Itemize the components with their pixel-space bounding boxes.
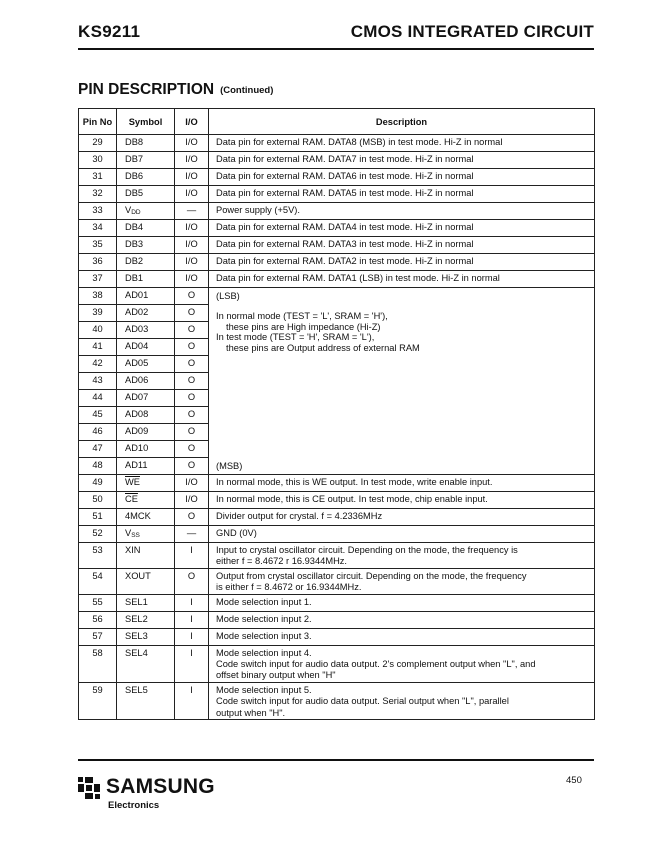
pin-io: —: [175, 526, 209, 543]
pin-io: O: [175, 339, 209, 356]
document-title: CMOS INTEGRATED CIRCUIT: [350, 22, 594, 41]
table-row: [79, 628, 595, 645]
pin-symbol: SEL1: [117, 594, 175, 611]
pin-symbol: AD06: [117, 373, 175, 390]
samsung-logo-icon: [78, 777, 100, 799]
samsung-logo: [78, 775, 278, 815]
table-row: [79, 568, 595, 594]
pin-symbol: DB4: [117, 220, 175, 237]
pin-no: 55: [79, 594, 117, 611]
pin-description: Data pin for external RAM. DATA4 in test mode. Hi-Z in normal: [209, 220, 595, 237]
table-row: [79, 237, 595, 254]
pin-symbol: AD03: [117, 322, 175, 339]
pin-description: Data pin for external RAM. DATA2 in test mode. Hi-Z in normal: [209, 254, 595, 271]
pin-description: Divider output for crystal. f = 4.2336MHz: [209, 509, 595, 526]
pin-description: Data pin for external RAM. DATA6 in test mode. Hi-Z in normal: [209, 169, 595, 186]
pin-symbol: DB8: [117, 135, 175, 152]
pin-io: I/O: [175, 475, 209, 492]
pin-no: 31: [79, 169, 117, 186]
pin-description: Data pin for external RAM. DATA1 (LSB) in test mode. Hi-Z in normal: [209, 271, 595, 288]
table-row: [79, 543, 595, 569]
pin-symbol: SEL4: [117, 645, 175, 682]
table-row: [79, 186, 595, 203]
col-header-io: I/O: [175, 109, 209, 135]
pin-symbol: $V_{DD}$: [117, 203, 175, 220]
table-row: [79, 220, 595, 237]
pin-symbol: AD10: [117, 441, 175, 458]
pin-no: 44: [79, 390, 117, 407]
pin-no: 48: [79, 458, 117, 475]
pin-io: I/O: [175, 254, 209, 271]
pin-io: I/O: [175, 271, 209, 288]
pin-no: 54: [79, 568, 117, 594]
pin-description: Mode selection input 4. Code switch input for audio data output. 2's complement output when "L", and offset binary output when "H": [209, 645, 595, 682]
pin-no: 50: [79, 492, 117, 509]
pin-io: I/O: [175, 135, 209, 152]
pin-symbol: DB7: [117, 152, 175, 169]
pin-io: I/O: [175, 492, 209, 509]
pin-io: I/O: [175, 186, 209, 203]
pin-io: O: [175, 373, 209, 390]
pin-symbol: 4MCK: [117, 509, 175, 526]
pin-no: 40: [79, 322, 117, 339]
lsb-label: (LSB): [216, 291, 240, 301]
pin-no: 34: [79, 220, 117, 237]
pin-io: O: [175, 424, 209, 441]
pin-symbol: SEL5: [117, 682, 175, 719]
brand-division: Electronics: [108, 800, 160, 811]
section-title: [78, 81, 273, 99]
pin-io: I: [175, 628, 209, 645]
table-row: [79, 288, 595, 305]
pin-description: Data pin for external RAM. DATA8 (MSB) in test mode. Hi-Z in normal: [209, 135, 595, 152]
pin-symbol: AD01: [117, 288, 175, 305]
pin-no: 47: [79, 441, 117, 458]
col-header-symbol: Symbol: [117, 109, 175, 135]
table-row: [79, 135, 595, 152]
pin-symbol: SEL2: [117, 611, 175, 628]
table-row: [79, 152, 595, 169]
pin-io: I/O: [175, 220, 209, 237]
pin-symbol: AD04: [117, 339, 175, 356]
pin-description: Output from crystal oscillator circuit. Depending on the mode, the frequency is either f = 8.4672 or 16.9344MHz.: [209, 568, 595, 594]
pin-io: O: [175, 458, 209, 475]
pin-io: I/O: [175, 237, 209, 254]
pin-symbol: DB6: [117, 169, 175, 186]
pin-description: In normal mode, this is WE output. In test mode, write enable input.: [209, 475, 595, 492]
pin-symbol: XOUT: [117, 568, 175, 594]
pin-description: Data pin for external RAM. DATA7 in test mode. Hi-Z in normal: [209, 152, 595, 169]
address-mode-notes: In normal mode (TEST = 'L', SRAM = 'H'), these pins are High impedance (Hi-Z) In test mode (TEST = 'H', SRAM = 'L'), these pins are Output address of external RAM: [216, 311, 420, 353]
msb-label: (MSB): [216, 460, 243, 471]
pin-no: 52: [79, 526, 117, 543]
pin-no: 42: [79, 356, 117, 373]
pin-no: 43: [79, 373, 117, 390]
pin-no: 46: [79, 424, 117, 441]
pin-no: 36: [79, 254, 117, 271]
pin-description: In normal mode, this is CE output. In test mode, chip enable input.: [209, 492, 595, 509]
pin-symbol: $V_{SS}$: [117, 526, 175, 543]
table-header-row: [79, 109, 595, 135]
pin-io: O: [175, 509, 209, 526]
pin-symbol: AD07: [117, 390, 175, 407]
pin-io: I: [175, 645, 209, 682]
pin-io: I: [175, 682, 209, 719]
table-row: [79, 682, 595, 719]
section-subtitle: (Continued): [220, 85, 274, 96]
pin-no: 49: [79, 475, 117, 492]
section-title-text: PIN DESCRIPTION: [78, 81, 215, 98]
pin-symbol: DB3: [117, 237, 175, 254]
pin-symbol: DB1: [117, 271, 175, 288]
table-row: [79, 203, 595, 220]
pin-symbol: DB2: [117, 254, 175, 271]
page-number: 450: [566, 775, 582, 786]
table-row: [79, 594, 595, 611]
pin-no: 41: [79, 339, 117, 356]
address-group-description: [209, 288, 595, 475]
pin-io: —: [175, 203, 209, 220]
pin-symbol: AD08: [117, 407, 175, 424]
pin-symbol: DB5: [117, 186, 175, 203]
pin-description: Mode selection input 3.: [209, 628, 595, 645]
pin-symbol: $\overline{CE}$: [117, 492, 175, 509]
pin-no: 33: [79, 203, 117, 220]
footer-rule: [78, 759, 594, 761]
pin-no: 30: [79, 152, 117, 169]
pin-symbol: AD09: [117, 424, 175, 441]
pin-io: O: [175, 322, 209, 339]
pin-description: Mode selection input 1.: [209, 594, 595, 611]
pin-description: Data pin for external RAM. DATA3 in test mode. Hi-Z in normal: [209, 237, 595, 254]
pin-no: 51: [79, 509, 117, 526]
pin-description: GND (0V): [209, 526, 595, 543]
pin-io: O: [175, 568, 209, 594]
pin-no: 53: [79, 543, 117, 569]
pin-symbol: $\overline{WE}$: [117, 475, 175, 492]
header-rule: [78, 48, 594, 50]
pin-io: O: [175, 441, 209, 458]
pin-io: I/O: [175, 169, 209, 186]
pin-io: O: [175, 288, 209, 305]
pin-description: Data pin for external RAM. DATA5 in test mode. Hi-Z in normal: [209, 186, 595, 203]
pin-symbol: AD05: [117, 356, 175, 373]
table-row: [79, 254, 595, 271]
pin-no: 39: [79, 305, 117, 322]
table-row: [79, 526, 595, 543]
pin-io: I: [175, 594, 209, 611]
brand-name: SAMSUNG: [106, 775, 215, 798]
pin-io: I/O: [175, 152, 209, 169]
table-row: [79, 475, 595, 492]
pin-no: 35: [79, 237, 117, 254]
pin-symbol: AD02: [117, 305, 175, 322]
pin-no: 58: [79, 645, 117, 682]
pin-no: 45: [79, 407, 117, 424]
pin-no: 32: [79, 186, 117, 203]
col-header-description: Description: [209, 109, 595, 135]
table-row: [79, 509, 595, 526]
pin-description: Mode selection input 2.: [209, 611, 595, 628]
pin-io: O: [175, 390, 209, 407]
table-row: [79, 492, 595, 509]
table-row: [79, 611, 595, 628]
pin-symbol: SEL3: [117, 628, 175, 645]
pin-description: Mode selection input 5. Code switch input for audio data output. Serial output when "L", parallel output when "H".: [209, 682, 595, 719]
pin-description-table: [78, 108, 595, 720]
pin-no: 59: [79, 682, 117, 719]
pin-io: O: [175, 356, 209, 373]
pin-description: Input to crystal oscillator circuit. Depending on the mode, the frequency is either f = 8.4672 r 16.9344MHz.: [209, 543, 595, 569]
pin-no: 29: [79, 135, 117, 152]
pin-symbol: XIN: [117, 543, 175, 569]
page-header: [78, 22, 594, 44]
pin-description: Power supply (+5V).: [209, 203, 595, 220]
pin-io: O: [175, 305, 209, 322]
pin-no: 37: [79, 271, 117, 288]
col-header-pin: Pin No: [79, 109, 117, 135]
pin-no: 56: [79, 611, 117, 628]
part-number: KS9211: [78, 22, 141, 41]
pin-symbol: AD11: [117, 458, 175, 475]
table-row: [79, 169, 595, 186]
pin-no: 38: [79, 288, 117, 305]
pin-io: I: [175, 543, 209, 569]
pin-io: O: [175, 407, 209, 424]
table-row: [79, 645, 595, 682]
pin-io: I: [175, 611, 209, 628]
pin-no: 57: [79, 628, 117, 645]
table-row: [79, 271, 595, 288]
